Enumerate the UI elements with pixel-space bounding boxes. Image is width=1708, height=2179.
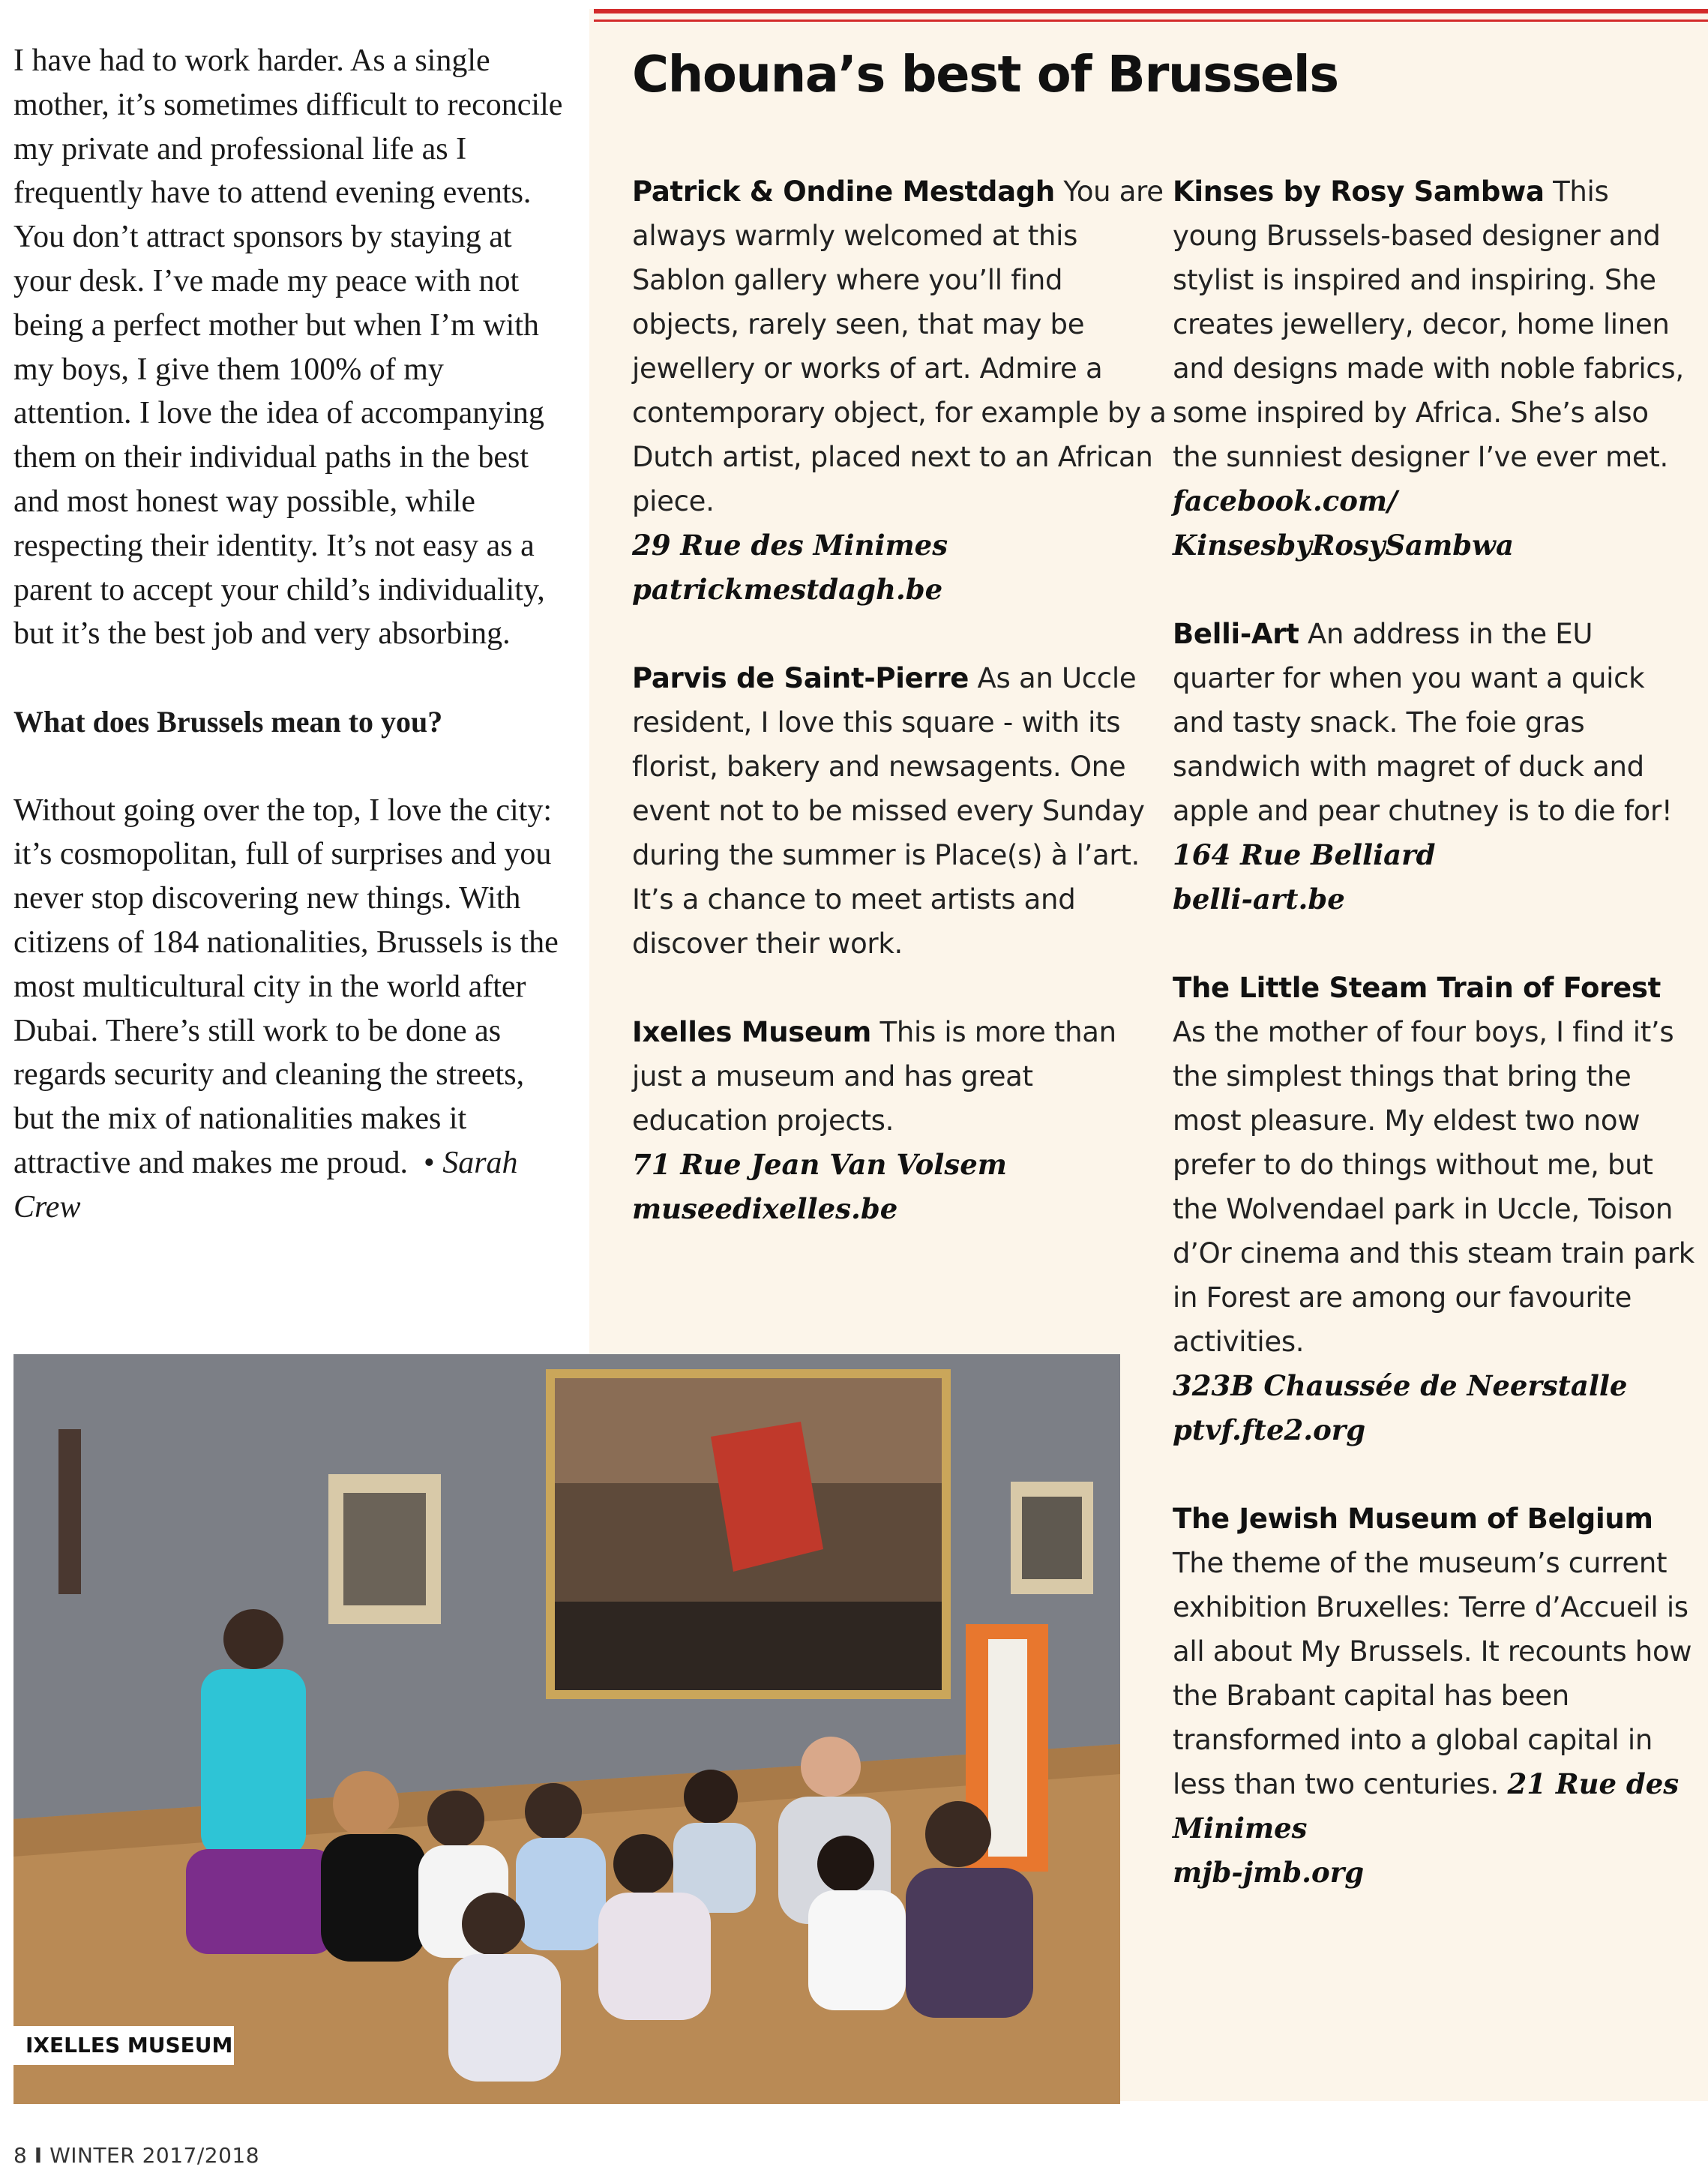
byline: Sarah Crew <box>13 1145 518 1224</box>
recommendation-entry <box>1173 612 1698 922</box>
recommendation-entry <box>1173 966 1698 1452</box>
museum-photo <box>13 1354 1120 2104</box>
entry-address: 71 Rue Jean Van Volsem <box>632 1148 1007 1181</box>
sidebar-title: Chouna’s best of Brussels <box>632 45 1338 103</box>
recommendation-entry <box>632 656 1172 966</box>
entry-website[interactable]: ptvf.fte2.org <box>1173 1413 1366 1446</box>
entry-address: 29 Rue des Minimes <box>632 529 948 562</box>
footer-separator: I <box>34 2143 43 2168</box>
entry-text: The theme of the museum’s current exhibition Bruxelles: Terre d’Accueil is all about My Brussels. It recounts how the Brabant capital has been transformed into a global capital in less than two centuries. <box>1173 1547 1692 1800</box>
entry-name: The Little Steam Train of Forest <box>1173 972 1662 1004</box>
entry-website[interactable]: KinsesbyRosySambwa <box>1173 529 1514 562</box>
entry-address: 323B Chaussée de Neerstalle <box>1173 1369 1628 1402</box>
entry-address: 21 Rue des Minimes <box>1173 1767 1680 1845</box>
recommendation-entry <box>1173 1497 1698 1895</box>
entry-name: The Jewish Museum of Belgium <box>1173 1503 1653 1535</box>
recommendation-entry <box>1173 169 1698 568</box>
entry-website[interactable]: museedixelles.be <box>632 1192 898 1225</box>
byline-bullet: • <box>423 1145 435 1180</box>
page-footer <box>13 2143 259 2168</box>
sidebar-rule <box>594 19 1708 22</box>
entry-text: An address in the EU quarter for when you want a quick and tasty snack. The foie gras sandwich with magret of duck and apple and pear chutney is to die for! <box>1173 618 1673 827</box>
entry-website[interactable]: mjb-jmb.org <box>1173 1856 1365 1889</box>
entry-website[interactable]: belli-art.be <box>1173 883 1345 916</box>
sidebar-column-left <box>632 169 1172 1275</box>
interview-question: What does Brussels mean to you? <box>13 704 443 739</box>
issue-label: WINTER 2017/2018 <box>49 2143 260 2168</box>
recommendation-entry <box>632 1010 1172 1231</box>
entry-website[interactable]: patrickmestdagh.be <box>632 573 943 606</box>
recommendation-entry <box>632 169 1172 612</box>
entry-address: 164 Rue Belliard <box>1173 838 1436 871</box>
page-number: 8 <box>13 2143 28 2168</box>
entry-text: As an Uccle resident, I love this square - with its florist, bakery and newsagents. One event not to be missed every Sunday during the summer is Place(s) à l’art. It’s a chance to meet artists and discover their work. <box>632 662 1145 960</box>
entry-text: You are always warmly welcomed at this Sablon gallery where you’ll find objects, rarely seen, that may be jewellery or works of art. Admire a contemporary object, for example by a Dutch artist, placed next to an African piece. <box>632 175 1167 517</box>
entry-name: Parvis de Saint-Pierre <box>632 662 969 694</box>
article-column <box>13 39 568 1230</box>
photo-caption: IXELLES MUSEUM <box>13 2026 234 2065</box>
entry-text: This is more than just a museum and has great education projects. <box>632 1016 1116 1137</box>
entry-website[interactable]: facebook.com/ <box>1173 484 1398 517</box>
entry-name: Belli-Art <box>1173 618 1299 650</box>
entry-name: Kinses by Rosy Sambwa <box>1173 175 1545 208</box>
article-paragraph: I have had to work harder. As a single mother, it’s sometimes difficult to reconcile my private and professional life as I frequently have to attend evening events. You don’t attract sponsors by staying at your desk. I’ve made my peace with not being a perfect mother but when I’m with my boys, I give them 100% of my attention. I love the idea of accompanying them on their individual paths in the best and most honest way possible, while respecting their identity. It’s not easy as a parent to accept your child’s individuality, but it’s the best job and very absorbing. <box>13 43 563 652</box>
article-paragraph: Without going over the top, I love the city: it’s cosmopolitan, full of surprises and you never stop discovering new things. With citizens of 184 nationalities, Brussels is the most multicultural city in the world after Dubai. There’s still work to be done as regards security and cleaning the streets, but the mix of nationalities makes it attractive and makes me proud. • Sarah Crew <box>13 793 559 1224</box>
entry-text: As the mother of four boys, I find it’s the simplest things that bring the most pleasure. My eldest two now prefer to do things without me, but the Wolvendael park in Uccle, Toison d’Or cinema and this steam train park in Forest are among our favourite activities. <box>1173 1016 1695 1358</box>
entry-name: Ixelles Museum <box>632 1016 872 1048</box>
sidebar-column-right <box>1173 169 1698 1939</box>
sidebar-rule <box>594 9 1708 13</box>
entry-text: This young Brussels-based designer and stylist is inspired and inspiring. She creates jewellery, decor, home linen and designs made with noble fabrics, some inspired by Africa. She’s also the sunniest designer I’ve ever met. <box>1173 175 1684 473</box>
entry-name: Patrick & Ondine Mestdagh <box>632 175 1055 208</box>
